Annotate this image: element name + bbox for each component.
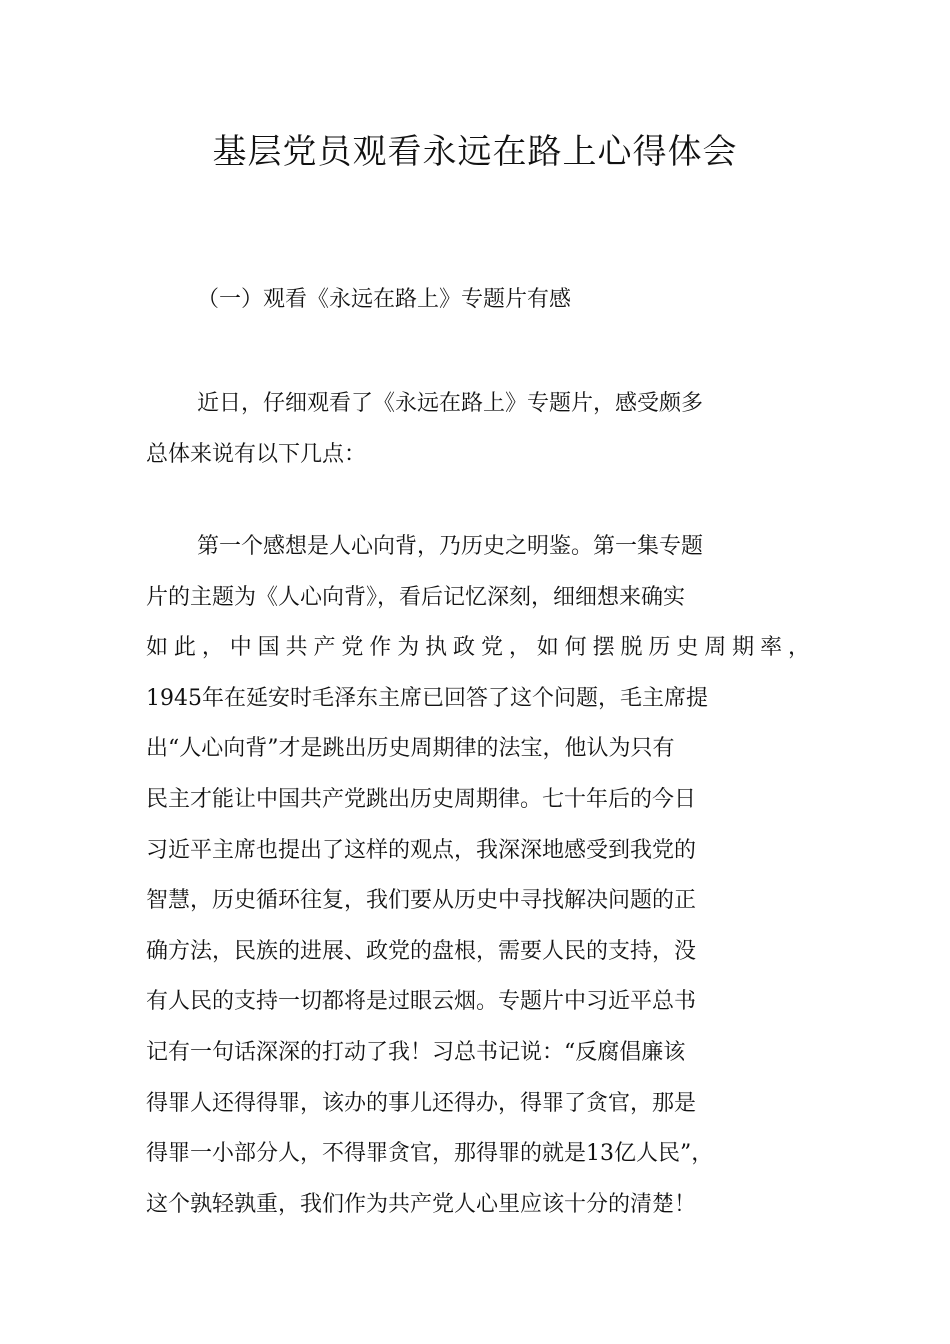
paragraph-line: 确方法，民族的进展、政党的盘根，需要人民的支持，没 (146, 938, 697, 964)
body-paragraph (146, 522, 810, 1230)
paragraph-line: 记有一句话深深的打动了我！习总书记说：“反腐倡廉该 (146, 1039, 686, 1065)
paragraph-line: 总体来说有以下几点： (146, 441, 367, 467)
paragraph-line: 近日，仔细观看了《永远在路上》专题片，感受颇多 (197, 391, 704, 416)
paragraph-line: 这个孰轻孰重，我们作为共产党人心里应该十分的清楚！ (146, 1191, 697, 1217)
paragraph-line: 智慧，历史循环往复，我们要从历史中寻找解决问题的正 (146, 888, 697, 914)
paragraph-line: 出“人心向背”才是跳出历史周期律的法宝，他认为只有 (146, 736, 675, 762)
paragraph-line: 民主才能让中国共产党跳出历史周期律。七十年后的今日 (146, 786, 697, 812)
intro-paragraph (146, 379, 810, 480)
paragraph-line: 片的主题为《人心向背》，看后记忆深刻，细细想来确实 (146, 584, 686, 610)
paragraph-line: 如此，中国共产党作为执政党，如何摆脱历史周期率， (146, 635, 810, 661)
paragraph-line: 习近平主席也提出了这样的观点，我深深地感受到我党的 (146, 837, 697, 863)
document-title: 基层党员观看永远在路上心得体会 (212, 132, 738, 172)
paragraph-line: 得罪人还得得罪，该办的事儿还得办，得罪了贪官，那是 (146, 1090, 697, 1116)
paragraph-line: 得罪一小部分人，不得罪贪官，那得罪的就是13亿人民”， (146, 1141, 714, 1167)
paragraph-line: 第一个感想是人心向背，乃历史之明鉴。第一集专题 (197, 534, 704, 559)
paragraph-line: 有人民的支持一切都将是过眼云烟。专题片中习近平总书 (146, 989, 697, 1015)
section-heading: （一）观看《永远在路上》专题片有感 (197, 287, 572, 312)
paragraph-line: 1945年在延安时毛泽东主席已回答了这个问题，毛主席提 (146, 685, 708, 711)
